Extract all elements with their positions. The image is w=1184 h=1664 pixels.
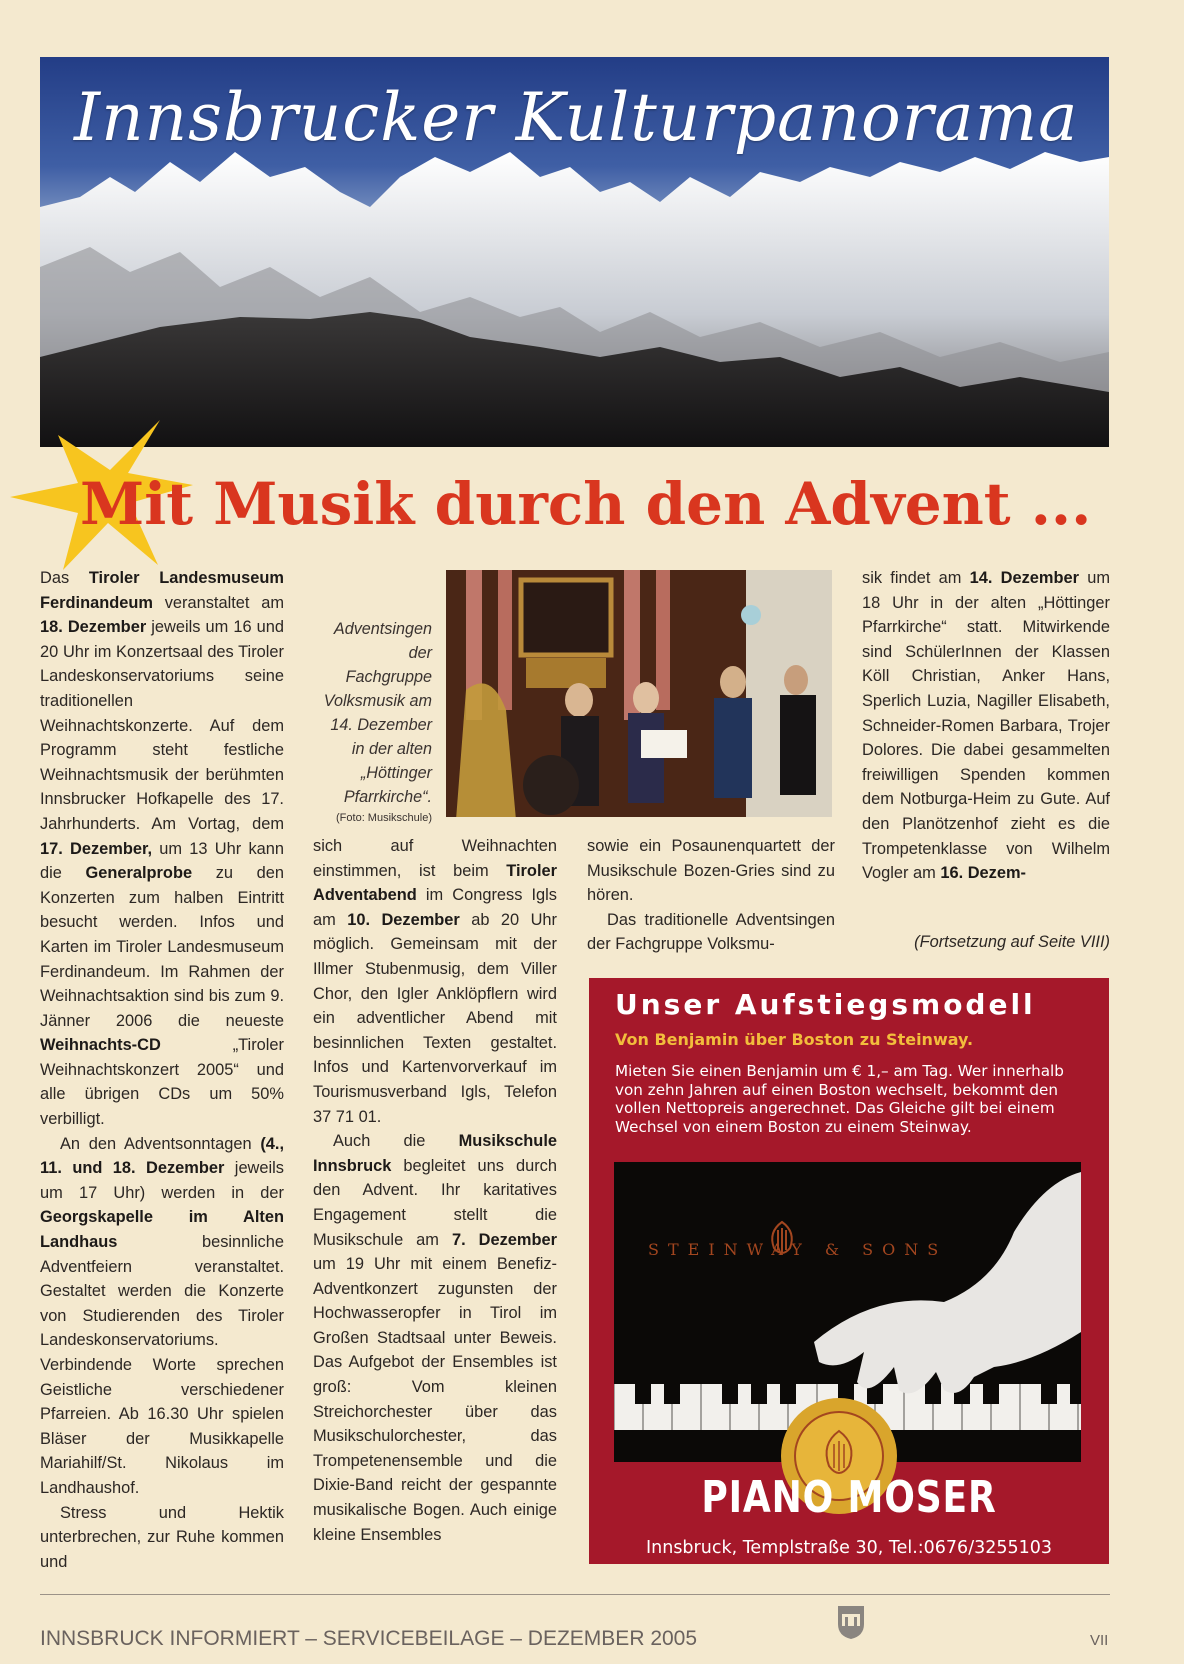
bold-text: 14. Dezember	[969, 569, 1079, 587]
paragraph	[313, 834, 557, 1129]
ad-title: Unser Aufstiegsmodell	[615, 988, 1036, 1021]
caption-text: Adventsingen der Fachgruppe Volksmusik am 14. Dezember in der alten „Höttinger Pfarrkirche“.	[323, 620, 432, 806]
bold-text: 10. Dezember	[347, 910, 460, 929]
text-run: jeweils um 16 und 20 Uhr im Konzertsaal des Tiroler Landeskonservatoriums seine traditionellen Weihnachtskonzerte. Auf dem Programm steht festliche Weihnachtsmusik der berühmten Innsbrucker Hofkapelle des 17. Jahrhunderts. Am Vortag, dem	[40, 618, 284, 833]
bold-text: 16. Dezem-	[940, 864, 1026, 883]
banner-image	[40, 57, 1109, 447]
paragraph	[40, 566, 284, 1132]
bold-text: Musikschule Innsbruck	[313, 1132, 557, 1175]
text-run: zu den Konzerten zum halben Eintritt besucht werden. Infos und Karten im Tiroler Landesmuseum Ferdinandeum. Im Rahmen der Weihnachtsaktion sind bis zum 9. Jänner 2006 die neueste	[40, 864, 284, 1030]
footer-publication: INNSBRUCK INFORMIERT – SERVICEBEILAGE – DEZEMBER 2005	[40, 1627, 698, 1650]
piano-moser-ad	[589, 978, 1109, 1564]
black-key	[722, 1376, 738, 1404]
photo-caption	[320, 617, 432, 827]
article-headline: Mit Musik durch den Advent ...	[80, 470, 1092, 538]
bold-text: Weihnachts-CD	[40, 1036, 161, 1055]
text-run: veranstaltet am	[152, 593, 284, 612]
ad-brand: PIANO MOSER	[701, 1472, 997, 1523]
text-run: um 19 Uhr mit einem Benefiz-Adventkonzert zugunsten der Hochwasseropfer in Tirol im Großen Stadtsaal unter Beweis. Das Aufgebot der Ensembles ist groß: Vom kleinen Streichorchester über das Musikschulorchester, das Trompetenensemble und die Dixie-Band reicht der gespannte musikalische Bogen. Auch einige kleine Ensembles	[313, 1255, 557, 1544]
ad-body: Mieten Sie einen Benjamin um € 1,– am Tag. Wer innerhalb von zehn Jahren auf einen Boston wechselt, bekommt den vollen Nettopreis angerechnet. Das Gleiche gilt bei einem Wechsel von einem Boston zu einem Steinway.	[615, 1062, 1064, 1136]
black-key	[664, 1376, 680, 1404]
paragraph	[40, 1132, 284, 1501]
text-run: ab 20 Uhr möglich. Gemeinsam mit der Illmer Stubenmusig, dem Viller Chor, den Igler Anklöpflern wird ein adventlicher Abend mit besinnlichen Texten gestaltet. Infos und Kartenvorverkauf im Tourismusverband Igls, Telefon 37 71 01.	[313, 910, 557, 1126]
text-run: „Tiroler Weihnachtskonzert 2005“ und alle übrigen CDs um 50% verbilligt.	[40, 1036, 284, 1129]
steinway-wordmark: STEINWAY & SONS	[648, 1240, 948, 1259]
page-number: VII	[1090, 1632, 1109, 1649]
bold-text: Georgskapelle im Alten Landhaus	[40, 1208, 284, 1252]
paragraph: Stress und Hektik unterbrechen, zur Ruhe kommen und	[40, 1503, 284, 1571]
text-run: An den Adventsonntagen	[60, 1134, 261, 1153]
bold-text: 18. Dezember	[40, 618, 147, 637]
concert-photo	[446, 570, 832, 817]
bold-text: (4., 11. und 18. Dezember	[40, 1134, 284, 1178]
text-run: sich auf Weihnachten einstimmen, ist beim	[313, 837, 557, 880]
article-column-1	[40, 566, 284, 1574]
bold-text: Tiroler Adventabend	[313, 861, 557, 905]
article-column-4	[862, 566, 1110, 886]
text-run: sik findet am	[862, 569, 970, 587]
black-key	[751, 1376, 767, 1404]
paragraph	[862, 566, 1110, 886]
paragraph	[313, 1129, 557, 1547]
black-key	[983, 1376, 999, 1404]
bold-text: 17. Dezember,	[40, 839, 153, 858]
text-run: im Congress Igls am	[313, 886, 557, 929]
banner-title: Innsbrucker Kulturpanorama	[74, 79, 1079, 156]
bold-text: Generalprobe	[85, 864, 193, 883]
text-run: Das	[40, 569, 89, 587]
text-run: Auch die	[333, 1132, 459, 1151]
innsbruck-crest-icon	[836, 1604, 866, 1640]
black-key	[635, 1376, 651, 1404]
text-run: um 13 Uhr kann die	[40, 839, 284, 883]
continuation-note: (Fortsetzung auf Seite VIII)	[914, 933, 1110, 951]
ad-address: Innsbruck, Templstraße 30, Tel.:0676/3255103	[645, 1538, 1053, 1558]
paragraph: Das traditionelle Adventsingen der Fachgruppe Volksmu-	[587, 910, 835, 954]
article-column-2	[313, 834, 557, 1547]
paragraph: sowie ein Posaunenquartett der Musikschule Bozen-Gries sind zu hören.	[587, 837, 835, 905]
text-run: besinnliche Adventfeiern veranstaltet. Gestaltet werden die Konzerte von Studierenden des Tiroler Landeskonservatoriums. Verbindende Worte sprechen Geistliche verschiedener Pfarreien. Ab 16.30 Uhr spielen Bläser der Musikkapelle Mariahilf/St. Nikolaus im Landhaushof.	[40, 1233, 284, 1497]
bold-text: 7. Dezember	[451, 1230, 557, 1249]
black-key	[1070, 1376, 1081, 1404]
black-key	[1041, 1376, 1057, 1404]
ad-subtitle: Von Benjamin über Boston zu Steinway.	[615, 1030, 974, 1049]
article-column-3	[587, 834, 835, 957]
footer-divider	[40, 1594, 1110, 1595]
bold-text: Tiroler Landesmuseum Ferdinandeum	[40, 569, 284, 612]
text-run: um 18 Uhr in der alten „Höttinger Pfarrkirche“ statt. Mitwirkende sind SchülerInnen der Klassen Köll Christian, Anker Hans, Sperlich Luzia, Nagiller Elisabeth, Schneider-Romen Barbara, Trojer Dolores. Die dabei gesammelten freiwilligen Spenden kommen dem Notburga-Heim zu Gute. Auf den Planötzenhof zieht es die Trompetenklasse von Wilhelm Vogler am	[862, 569, 1111, 883]
photo-credit: (Foto: Musikschule)	[336, 812, 432, 824]
text-run: begleitet uns durch den Advent. Ihr karitatives Engagement stellt die Musikschule am	[313, 1156, 557, 1249]
text-run: jeweils um 17 Uhr) werden in der	[40, 1159, 284, 1202]
church-concert-photo	[446, 570, 832, 817]
